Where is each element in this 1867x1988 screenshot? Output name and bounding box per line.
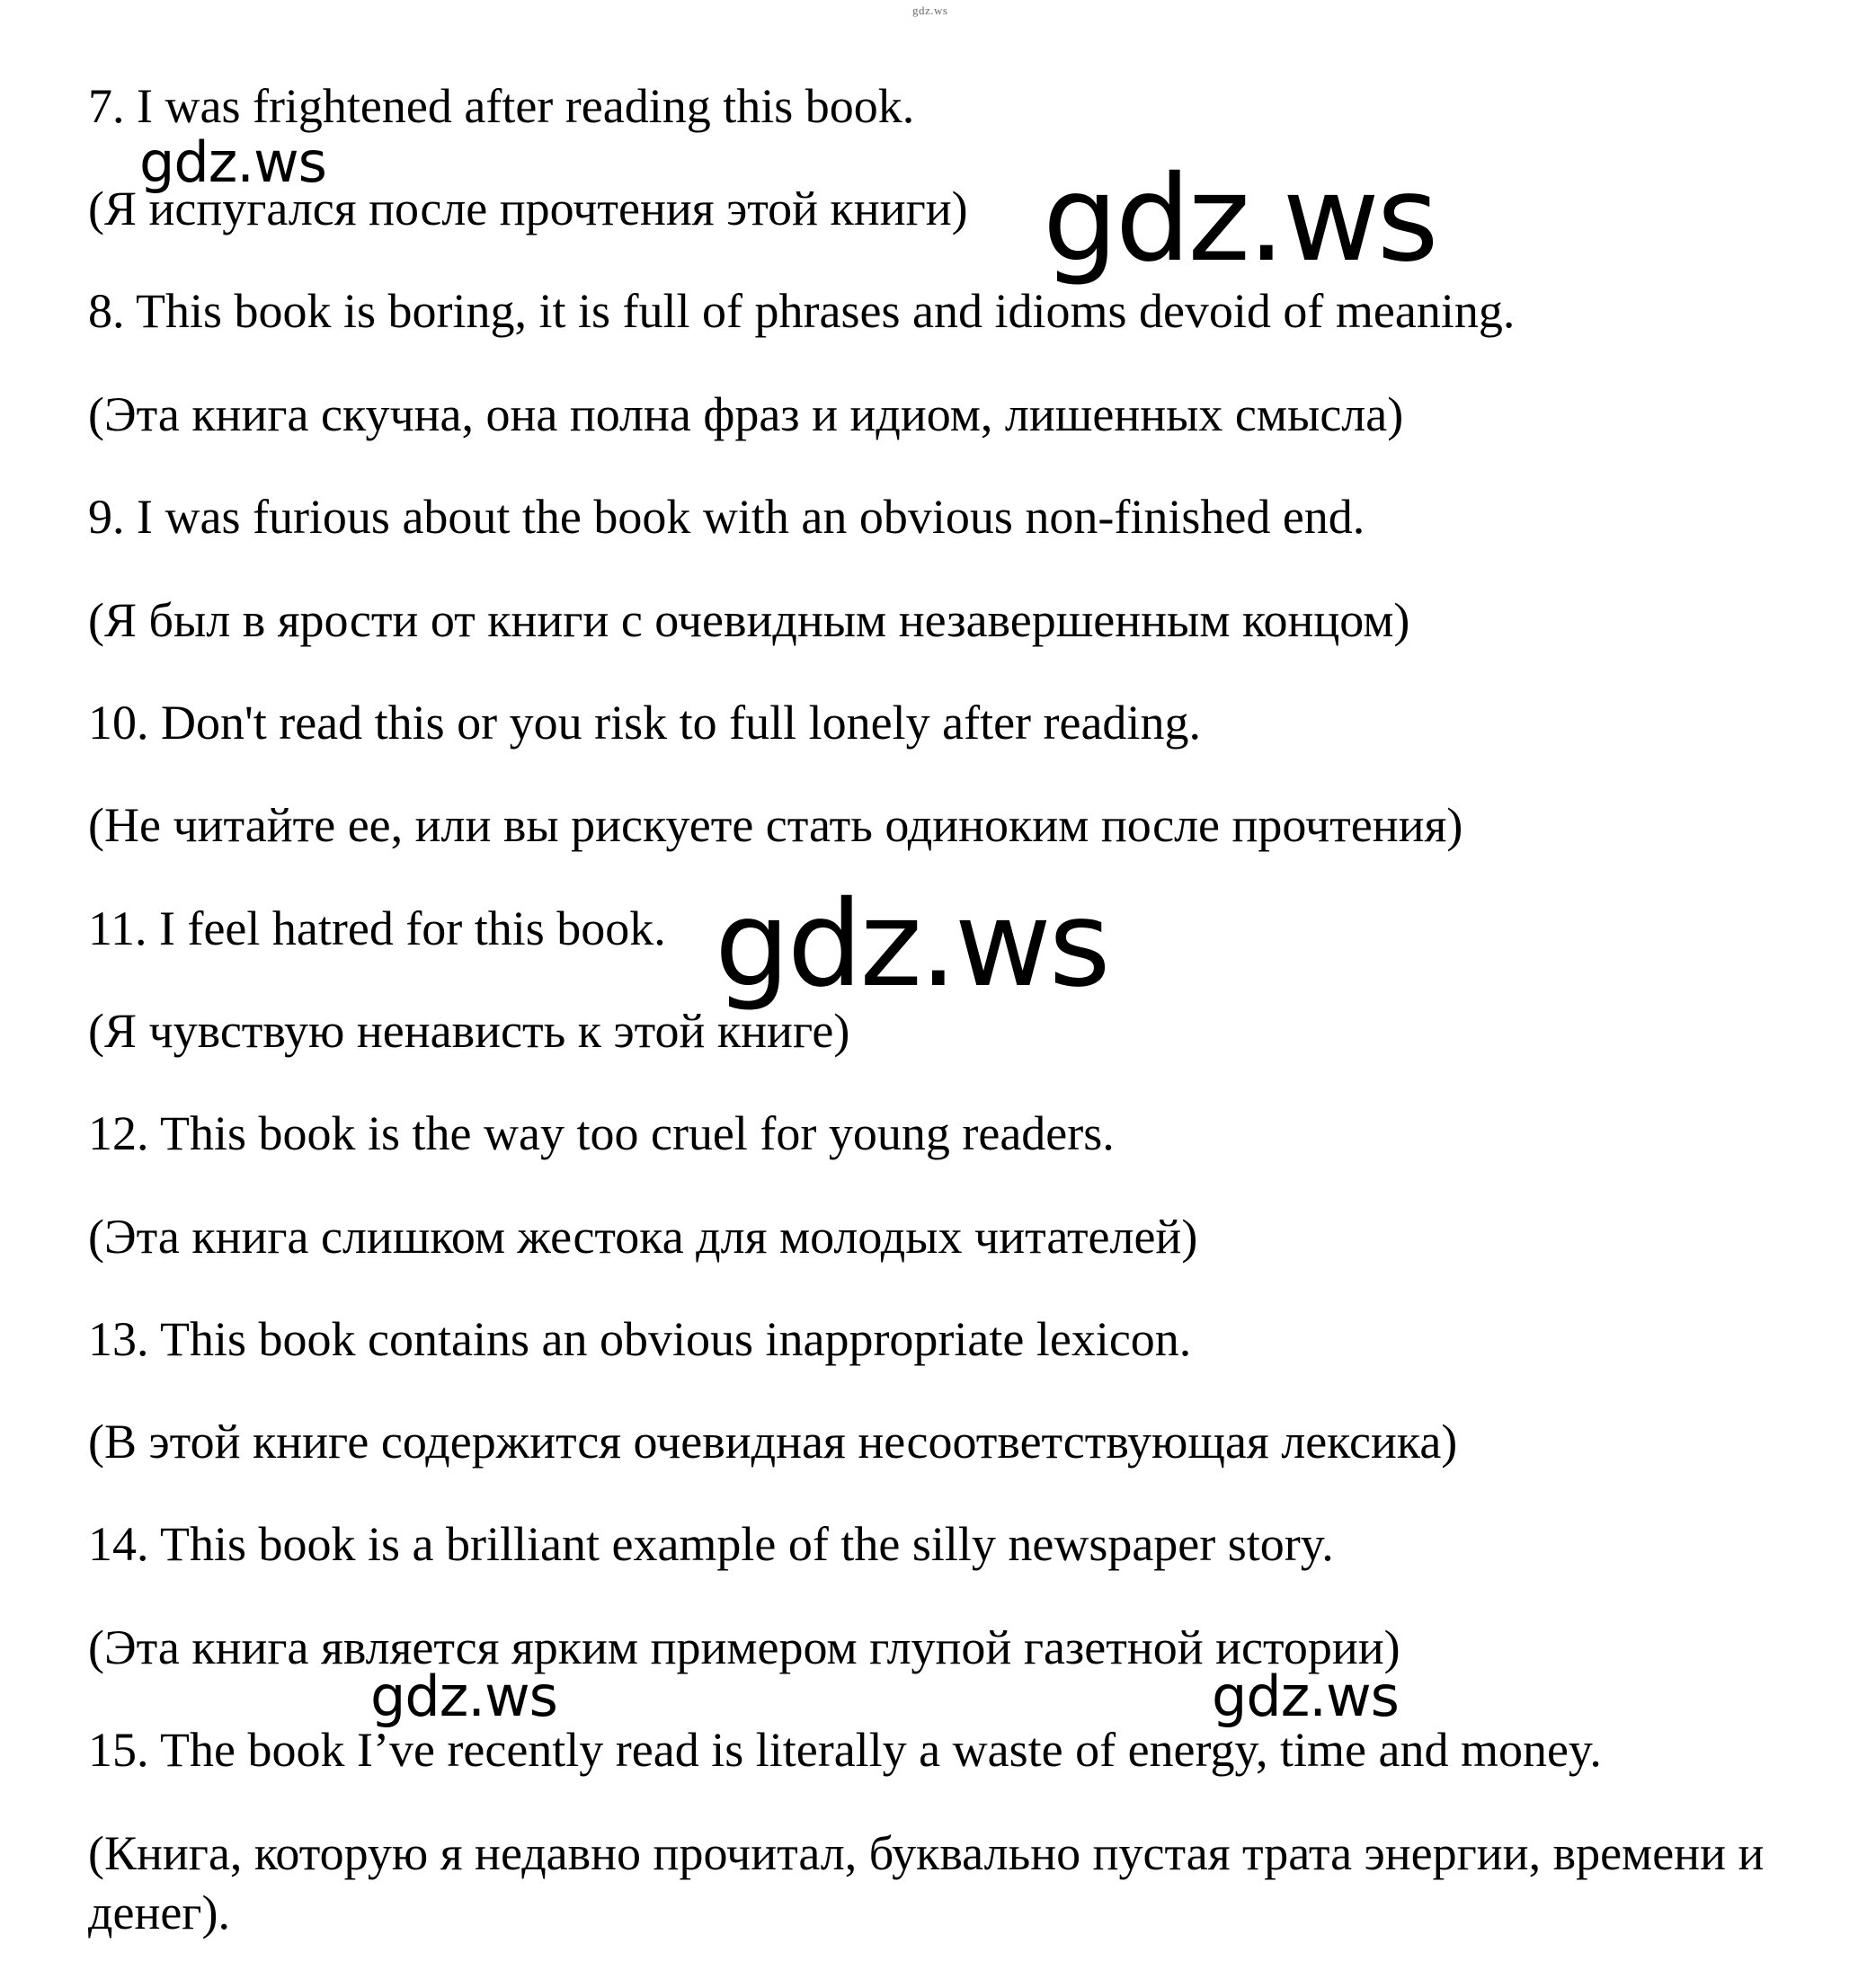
line-11-english: 11. I feel hatred for this book. bbox=[88, 901, 666, 955]
line-7-russian: (Я испугался после прочтения этой книги) bbox=[88, 182, 968, 235]
watermark-text: gdz.ws bbox=[1212, 1664, 1399, 1729]
line-9-english: 9. I was furious about the book with an obvious non-finished end. bbox=[88, 490, 1365, 544]
line-8-english: 8. This book is boring, it is full of phrases and idioms devoid of meaning. bbox=[88, 284, 1516, 338]
line-15-english: 15. The book I’ve recently read is literally a waste of energy, time and money. bbox=[88, 1723, 1602, 1777]
line-12-russian: (Эта книга слишком жестока для молодых читателей) bbox=[88, 1210, 1198, 1264]
line-8-russian: (Эта книга скучна, она полна фраз и идиом, лишенных смысла) bbox=[88, 387, 1404, 441]
line-15-russian: (Книга, которую я недавно прочитал, буквально пустая трата энергии, времени и денег). bbox=[88, 1826, 1765, 1939]
top-source-mark: gdz.ws bbox=[912, 4, 948, 17]
watermark-text: gdz.ws bbox=[715, 875, 1108, 1014]
line-14-english: 14. This book is a brilliant example of the silly newspaper story. bbox=[88, 1517, 1334, 1571]
line-9-russian: (Я был в ярости от книги с очевидным незавершенным концом) bbox=[88, 593, 1410, 647]
line-13-english: 13. This book contains an obvious inappropriate lexicon. bbox=[88, 1312, 1192, 1366]
line-14-russian: (Эта книга является ярким примером глупой газетной истории) bbox=[88, 1620, 1400, 1674]
watermark-text: gdz.ws bbox=[370, 1664, 557, 1729]
watermark-text: gdz.ws bbox=[1043, 150, 1436, 288]
line-10-russian: (Не читайте ее, или вы рискуете стать одиноким после прочтения) bbox=[88, 798, 1463, 852]
line-12-english: 12. This book is the way too cruel for young readers. bbox=[88, 1106, 1115, 1160]
line-7-english: 7. I was frightened after reading this book. bbox=[88, 79, 915, 133]
line-13-russian: (В этой книге содержится очевидная несоответствующая лексика) bbox=[88, 1415, 1458, 1469]
line-11-russian: (Я чувствую ненависть к этой книге) bbox=[88, 1004, 850, 1058]
line-10-english: 10. Don't read this or you risk to full lonely after reading. bbox=[88, 696, 1201, 750]
watermark-text: gdz.ws bbox=[139, 129, 326, 195]
